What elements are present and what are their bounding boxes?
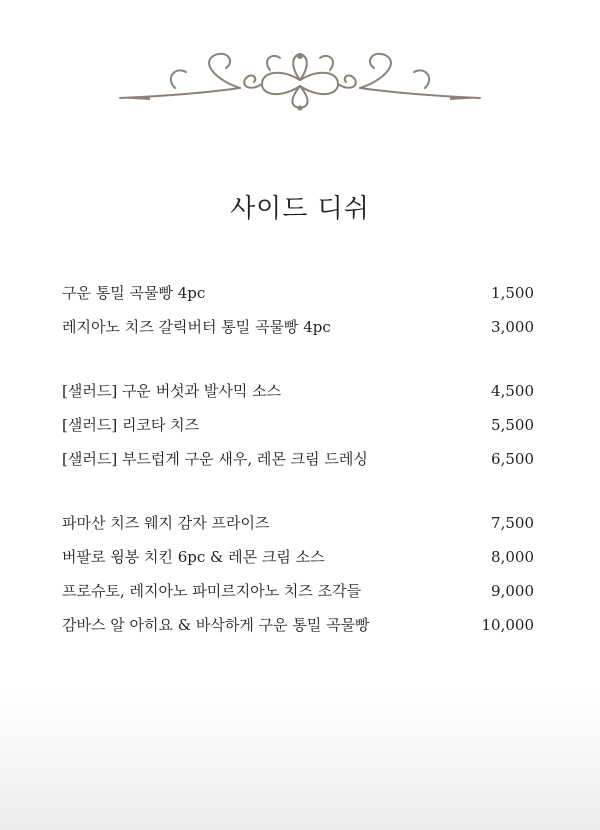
menu-item <box>62 506 534 540</box>
menu-group-salad <box>62 374 534 476</box>
menu-item <box>62 442 534 476</box>
menu-item-name: 파마산 치즈 웨지 감자 프라이즈 <box>62 514 270 532</box>
menu-item-name: 프로슈토, 레지아노 파미르지아노 치즈 조각들 <box>62 582 362 600</box>
menu-group-sides <box>62 506 534 642</box>
menu-item-price: 7,500 <box>491 514 534 532</box>
menu-item-name: 레지아노 치즈 갈릭버터 통밀 곡물빵 4pc <box>62 318 331 336</box>
menu-group-bread <box>62 276 534 344</box>
menu-item-price: 1,500 <box>491 284 534 302</box>
menu-item-price: 9,000 <box>491 582 534 600</box>
menu-item-price: 4,500 <box>491 382 534 400</box>
menu-item <box>62 408 534 442</box>
menu-item-price: 6,500 <box>491 450 534 468</box>
page-title: 사이드 디쉬 <box>230 194 370 224</box>
menu-item-name: [샐러드] 구운 버섯과 발사믹 소스 <box>62 382 282 400</box>
menu-item-name: [샐러드] 부드럽게 구운 새우, 레몬 크림 드레싱 <box>62 450 368 468</box>
menu-item-price: 8,000 <box>491 548 534 566</box>
menu-item-price: 5,500 <box>491 416 534 434</box>
menu-item <box>62 574 534 608</box>
menu-item-price: 10,000 <box>481 616 534 634</box>
menu-item-price: 3,000 <box>491 318 534 336</box>
menu-item-name: 구운 통밀 곡물빵 4pc <box>62 284 206 302</box>
menu-item <box>62 310 534 344</box>
menu-item <box>62 276 534 310</box>
menu-item-name: 버팔로 윙봉 치킨 6pc & 레몬 크림 소스 <box>62 548 325 566</box>
menu-item <box>62 608 534 642</box>
side-dish-menu <box>62 276 534 672</box>
flourish-divider-icon <box>0 0 600 130</box>
menu-item-name: [샐러드] 리코타 치즈 <box>62 416 200 434</box>
menu-item-name: 감바스 알 아히요 & 바삭하게 구운 통밀 곡물빵 <box>62 616 370 634</box>
menu-item <box>62 540 534 574</box>
menu-item <box>62 374 534 408</box>
